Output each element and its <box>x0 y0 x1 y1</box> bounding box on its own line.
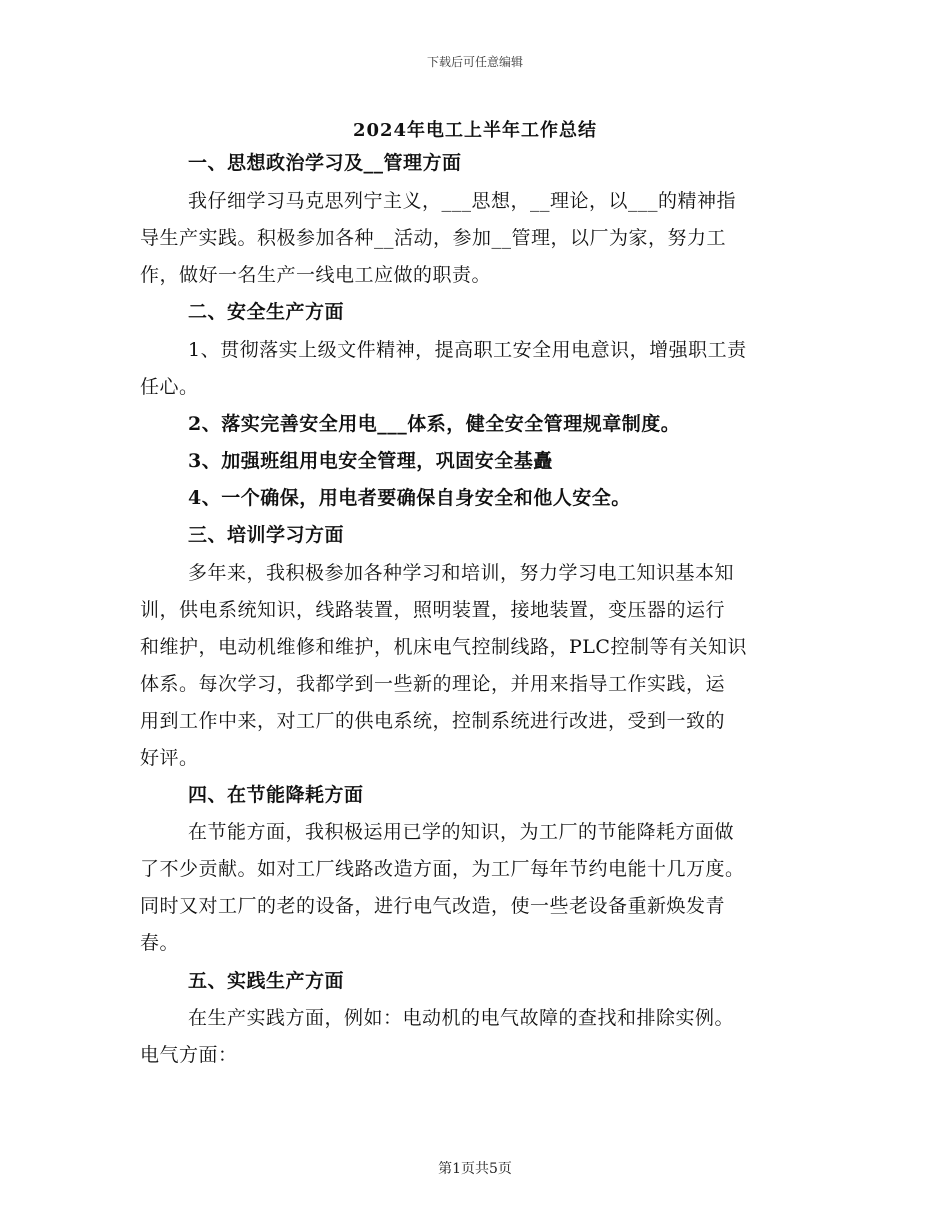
paragraph-line: 任心。 <box>140 376 199 398</box>
section-heading-energy: 四、在节能降耗方面 <box>188 784 364 806</box>
paragraph-line: 同时又对工厂的老的设备，进行电气改造，使一些老设备重新焕发青 <box>140 895 726 917</box>
page-number: 第1页共5页 <box>438 1161 512 1177</box>
paragraph-line: 了不少贡献。如对工厂线路改造方面，为工厂每年节约电能十几万度。 <box>140 858 745 880</box>
paragraph-line: 用到工作中来，对工厂的供电系统，控制系统进行改进，受到一致的 <box>140 710 726 732</box>
paragraph-line: 好评。 <box>140 747 199 769</box>
paragraph-line: 在生产实践方面，例如：电动机的电气故障的查找和排除实例。 <box>188 1007 735 1029</box>
paragraph-line: 体系。每次学习，我都学到一些新的理论，并用来指导工作实践，运 <box>140 673 726 695</box>
list-item-bold: 2、落实完善安全用电___体系，健全安全管理规章制度。 <box>188 413 681 435</box>
paragraph-line: 我仔细学习马克思列宁主义，___思想，__理论，以___的精神指 <box>188 190 737 212</box>
paragraph-line: 春。 <box>140 932 180 954</box>
paragraph-line: 训，供电系统知识，线路装置，照明装置，接地装置，变压器的运行 <box>140 599 726 621</box>
paragraph-line: 和维护，电动机维修和维护，机床电气控制线路，PLC控制等有关知识 <box>140 636 747 658</box>
section-heading-training: 三、培训学习方面 <box>188 524 345 546</box>
section-heading-safety: 二、安全生产方面 <box>188 301 345 323</box>
section-heading-practice: 五、实践生产方面 <box>188 970 345 992</box>
section-heading-politics: 一、思想政治学习及__管理方面 <box>188 152 462 174</box>
list-item-bold: 4、一个确保，用电者要确保自身安全和他人安全。 <box>188 487 631 509</box>
paragraph-line: 多年来，我积极参加各种学习和培训，努力学习电工知识基本知 <box>188 562 735 584</box>
paragraph-line: 在节能方面，我积极运用已学的知识，为工厂的节能降耗方面做 <box>188 821 735 843</box>
paragraph-line: 作，做好一名生产一线电工应做的职责。 <box>140 264 492 286</box>
paragraph-line: 导生产实践。积极参加各种__活动，参加__管理，以厂为家，努力工 <box>140 227 727 249</box>
paragraph-line: 1、贯彻落实上级文件精神，提高职工安全用电意识，增强职工责 <box>188 339 747 361</box>
paragraph-line: 电气方面： <box>140 1044 238 1066</box>
page-header-note: 下载后可任意编辑 <box>426 55 523 69</box>
list-item-bold: 3、加强班组用电安全管理，巩固安全基矗 <box>188 450 553 472</box>
document-title: 2024年电工上半年工作总结 <box>352 120 598 141</box>
